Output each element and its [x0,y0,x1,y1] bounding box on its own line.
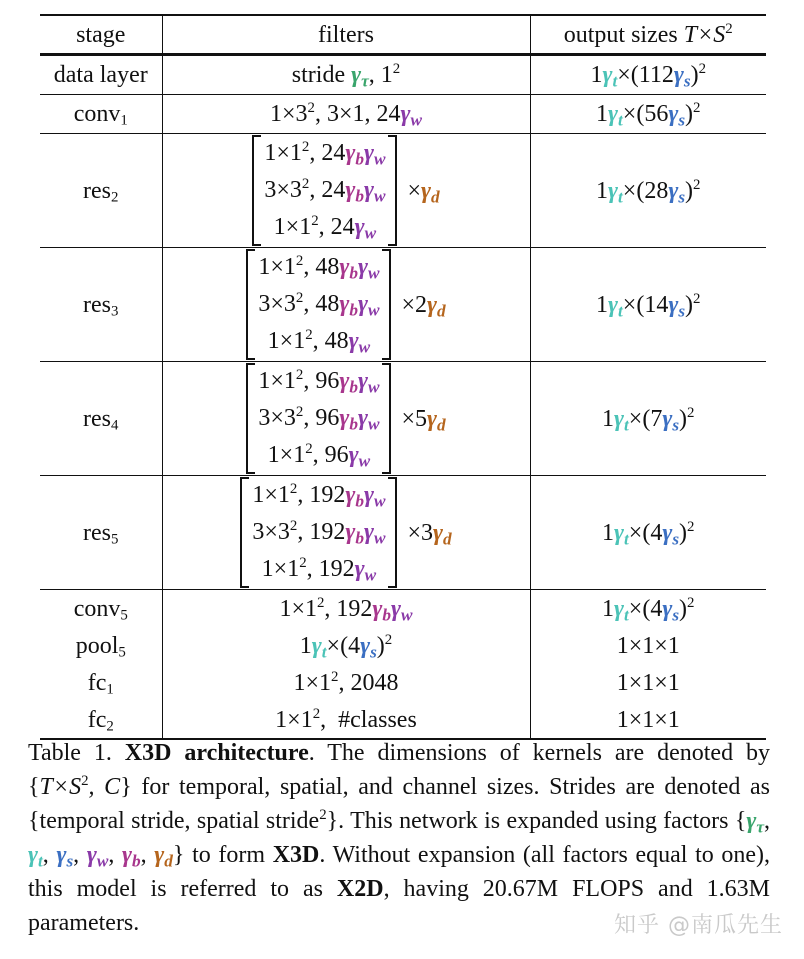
bracket-matrix: $1\times 1^2$, $24\gamma_b\gamma_w$ $3\times 3^2$, $24\gamma_b\gamma_w$ $1\times 1^2$, $24\gamma_w$ [252,135,397,246]
stage-cell: res$_2$ [40,134,162,248]
stage-cell: $fc_2$ [40,701,162,739]
filter-cell: $1\gamma_t\times(4\gamma_s)^2$ [299,631,393,661]
filter-cell: $1\times 1^2$, 2048 [293,668,399,696]
output-cell: 1×1×1 [530,701,766,739]
row-res5 [40,476,766,590]
row-res3 [40,248,766,362]
filter-cell: $1\times 1^2$, $192\gamma_b\gamma_w$ $3\times 3^2$, $192\gamma_b\gamma_w$ $1\times 1^2$, $192\gamma_w$ $\times 3\gamma_d$ [162,476,530,590]
output-cell: $1\gamma_t\times(56\gamma_s)^2$ [530,95,766,134]
filter-cell: stride $\gamma_\tau$, $1^2$ [162,55,530,95]
filter-cell: $1\times 1^2$, $192\gamma_b\gamma_w$ [279,594,413,624]
filter-cell: $1\times 1^2$, $96\gamma_b\gamma_w$ $3\times 3^2$, $96\gamma_b\gamma_w$ $1\times 1^2$, $96\gamma_w$ $\times 5\gamma_d$ [162,362,530,476]
stage-cell: res$_3$ [40,248,162,362]
output-cell: 1×1×1 [530,627,766,664]
header-stage: stage [40,15,162,55]
output-cell: $1\gamma_t\times(4\gamma_s)^2$ [530,590,766,628]
row-conv5 [40,590,766,628]
output-cell: $1\gamma_t\times(14\gamma_s)^2$ [530,248,766,362]
header-filters: filters [162,15,530,55]
stage-cell: conv$_1$ [40,95,162,134]
row-pool5 [40,627,766,664]
filter-cell: $1\times 3^2$, 3×1, $24\gamma_w$ [162,95,530,134]
output-cell: $1\gamma_t\times(112\gamma_s)^2$ [530,55,766,95]
row-res2 [40,134,766,248]
header-output: output sizes $T\times S^2$ [530,15,766,55]
filter-cell: $1\times 1^2$, $24\gamma_b\gamma_w$ $3\times 3^2$, $24\gamma_b\gamma_w$ $1\times 1^2$, $24\gamma_w$ $\times\gamma_d$ [162,134,530,248]
stage-cell: pool$_5$ [40,627,162,664]
stage-cell: conv$_5$ [40,590,162,628]
table-header-row [40,15,766,55]
row-res4 [40,362,766,476]
output-cell: $1\gamma_t\times(28\gamma_s)^2$ [530,134,766,248]
watermark: 知乎 @南瓜先生 [614,913,783,938]
stage-cell: res$_4$ [40,362,162,476]
output-cell: $1\gamma_t\times(7\gamma_s)^2$ [530,362,766,476]
output-cell: 1×1×1 [530,664,766,701]
row-fc2 [40,701,766,739]
x3d-architecture-table [40,14,766,740]
row-data-layer [40,55,766,95]
bracket-matrix: $1\times 1^2$, $96\gamma_b\gamma_w$ $3\times 3^2$, $96\gamma_b\gamma_w$ $1\times 1^2$, $96\gamma_w$ [246,363,391,474]
stage-cell: res$_5$ [40,476,162,590]
filter-cell: $1\times 1^2$, #classes [162,701,530,739]
row-fc1 [40,664,766,701]
filter-cell: $1\times 1^2$, $48\gamma_b\gamma_w$ $3\times 3^2$, $48\gamma_b\gamma_w$ $1\times 1^2$, $48\gamma_w$ $\times 2\gamma_d$ [162,248,530,362]
stage-cell: data layer [40,55,162,95]
row-conv1 [40,95,766,134]
output-cell: $1\gamma_t\times(4\gamma_s)^2$ [530,476,766,590]
bracket-matrix: $1\times 1^2$, $48\gamma_b\gamma_w$ $3\times 3^2$, $48\gamma_b\gamma_w$ $1\times 1^2$, $48\gamma_w$ [246,249,391,360]
bracket-matrix: $1\times 1^2$, $192\gamma_b\gamma_w$ $3\times 3^2$, $192\gamma_b\gamma_w$ $1\times 1^2$, $192\gamma_w$ [240,477,397,588]
table-caption: Table 1. X3D architecture. The dimensions of kernels are denoted by {$T\times S^2$, C} for temporal, spatial, and channel sizes. Strides are denoted as {temporal stride, spatial stride$^2$}. This network is expanded using factors {$\gamma_\tau$, $\gamma_t$, $\gamma_s$, $\gamma_w$, $\gamma_b$, $\gamma_d$} to form X3D. Without expansion (all factors equal to one), this model is referred to as X2D, having 20.67M FLOPS and 1.63M parameters. [28,740,771,936]
stage-cell: $fc_1$ [40,664,162,701]
